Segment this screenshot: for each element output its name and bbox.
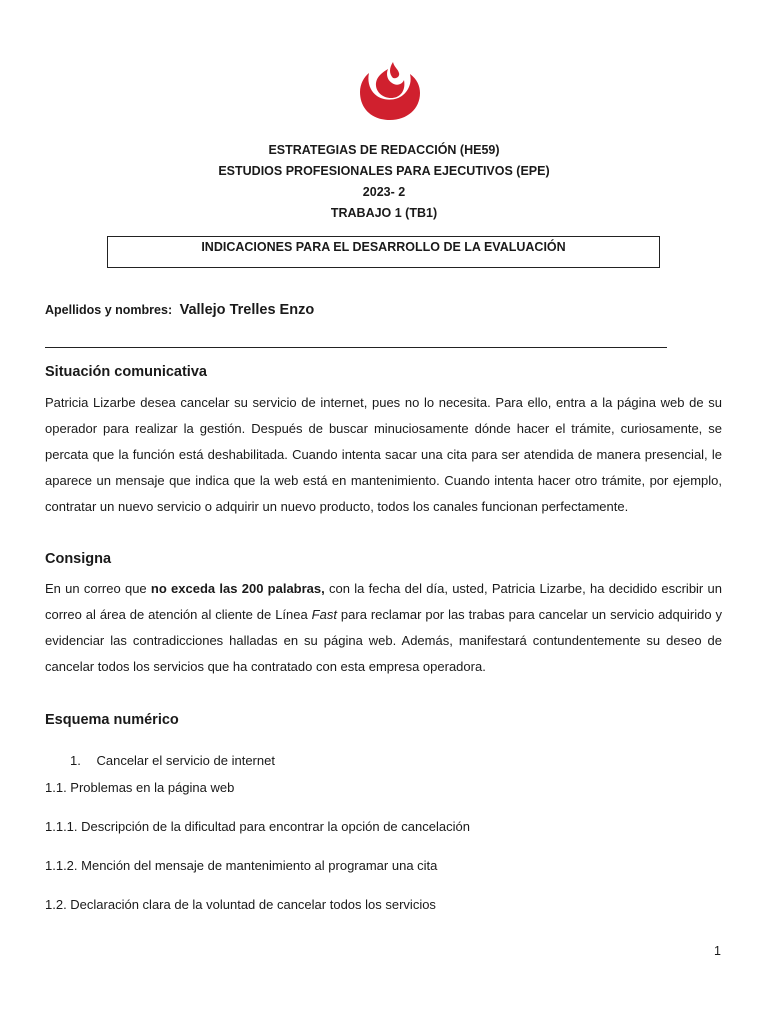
instructions-box-title: INDICACIONES PARA EL DESARROLLO DE LA EVALUACIÓN xyxy=(201,240,566,254)
esquema-item-1-text: Cancelar el servicio de internet xyxy=(96,753,275,768)
situacion-text: Patricia Lizarbe desea cancelar su servicio de internet, pues no lo necesita. Para ello, entra a la página web de su operador para realizar la gestión. Después de buscar minuciosamente dónde hacer el trámite, curiosamente, se percata que la función está deshabilitada. Cuando intenta sacar una cita para ser atendida de manera presencial, le aparece un mensaje que indica que la web está en mantenimiento. Cuando intenta hacer otro trámite, por ejemplo, contratar un nuevo servicio o adquirir un nuevo producto, todos los canales funcionan perfectamente. xyxy=(45,395,722,514)
page-number: 1 xyxy=(714,944,721,958)
esquema-item-1-2: 1.2. Declaración clara de la voluntad de cancelar todos los servicios xyxy=(45,897,436,912)
esquema-title: Esquema numérico xyxy=(45,712,179,728)
upc-flame-logo-icon xyxy=(357,58,423,124)
esquema-item-1 xyxy=(70,753,275,768)
consigna-text-part2: con la fecha del día, usted, Patricia Lizarbe, ha decidido escribir un correo al área de atención al cliente de Línea xyxy=(45,581,722,622)
consigna-text-part1: En un correo que xyxy=(45,581,151,596)
assignment-title: TRABAJO 1 (TB1) xyxy=(330,206,438,220)
term: 2023- 2 xyxy=(362,185,406,199)
document-header xyxy=(0,140,768,224)
consigna-brand-italic: Fast xyxy=(311,607,337,622)
consigna-text-part3: para reclamar por las trabas para cancelar un servicio adquirido y evidenciar las contradicciones halladas en su página web. Además, manifestará contundentemente su deseo de cancelar todos los servicios que ha contratado con esta empresa operadora. xyxy=(45,607,722,674)
esquema-item-1-1: 1.1. Problemas en la página web xyxy=(45,780,235,795)
consigna-text xyxy=(45,576,722,680)
student-name-label: Apellidos y nombres: xyxy=(45,303,173,317)
consigna-title: Consigna xyxy=(45,551,112,567)
name-underline xyxy=(45,347,667,348)
esquema-item-1-1-1: 1.1.1. Descripción de la dificultad para encontrar la opción de cancelación xyxy=(45,819,470,834)
situacion-title: Situación comunicativa xyxy=(45,364,207,380)
student-name-value: Vallejo Trelles Enzo xyxy=(179,302,315,318)
instructions-box xyxy=(107,236,660,268)
esquema-item-1-number: 1. xyxy=(70,753,81,768)
course-title: ESTRATEGIAS DE REDACCIÓN (HE59) xyxy=(268,143,500,157)
program-title: ESTUDIOS PROFESIONALES PARA EJECUTIVOS (EPE) xyxy=(218,164,550,178)
student-name-row xyxy=(45,302,314,318)
esquema-item-1-1-2: 1.1.2. Mención del mensaje de mantenimiento al programar una cita xyxy=(45,858,438,873)
consigna-word-limit: no exceda las 200 palabras, xyxy=(150,581,325,596)
